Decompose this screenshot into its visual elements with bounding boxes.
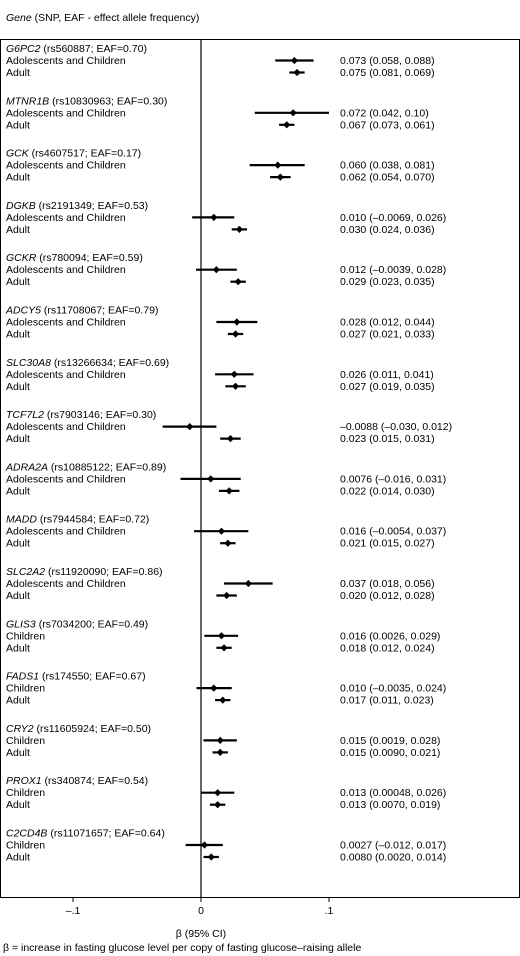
estimate-text: 0.073 (0.058, 0.088) — [340, 55, 435, 67]
forest-rows — [5, 43, 452, 864]
row-label: Children — [6, 682, 46, 695]
snp-info: (rs13266634; EAF=0.69) — [50, 356, 170, 369]
row-label: Adult — [6, 223, 30, 236]
gene-name: C2CD4B — [6, 827, 48, 840]
estimate-text: 0.010 (–0.0069, 0.026) — [340, 211, 447, 224]
gene-name: ADRA2A — [6, 461, 49, 474]
gene-title — [6, 43, 147, 55]
gene-group — [6, 723, 440, 759]
row-label: Children — [6, 734, 46, 747]
snp-info: (rs174550; EAF=0.67) — [39, 670, 146, 683]
gene-group — [6, 775, 446, 811]
snp-info: (rs340874; EAF=0.54) — [41, 775, 149, 788]
gene-title — [6, 671, 146, 683]
gene-group — [6, 95, 435, 131]
estimate-text: 0.016 (0.0026, 0.029) — [340, 630, 441, 643]
point-estimate-marker — [210, 685, 217, 692]
gene-name: GCK — [6, 147, 29, 160]
gene-group — [5, 305, 435, 341]
estimate-text: 0.015 (0.0090, 0.021) — [340, 746, 441, 759]
row-label: Adult — [6, 537, 30, 550]
point-estimate-marker — [219, 697, 226, 704]
row-label: Children — [6, 630, 46, 643]
snp-info: (rs11708067; EAF=0.79) — [41, 304, 159, 317]
point-estimate-marker — [218, 632, 225, 639]
point-estimate-marker — [208, 853, 215, 860]
point-estimate-marker — [291, 57, 298, 64]
snp-info: (rs2191349; EAF=0.53) — [35, 199, 149, 212]
row-label: Adult — [6, 694, 30, 707]
gene-title — [5, 305, 158, 317]
point-estimate-marker — [224, 540, 231, 547]
row-label: Adolescents and Children — [6, 211, 126, 224]
estimate-text: 0.022 (0.014, 0.030) — [340, 485, 435, 498]
point-estimate-marker — [186, 423, 193, 430]
estimate-text: 0.0080 (0.0020, 0.014) — [340, 851, 447, 864]
point-estimate-marker — [293, 69, 300, 76]
gene-title — [6, 409, 156, 421]
gene-name: ADCY5 — [6, 304, 42, 317]
estimate-text: 0.016 (–0.0054, 0.037) — [340, 525, 447, 538]
point-estimate-marker — [235, 278, 242, 285]
row-label: Children — [6, 839, 46, 852]
estimate-text: 0.029 (0.023, 0.035) — [340, 276, 435, 289]
row-label: Adolescents and Children — [6, 578, 126, 590]
footnote: β = increase in fasting glucose level per copy of fasting glucose–raising allele — [3, 942, 362, 954]
gene-title — [6, 514, 149, 526]
row-label: Adolescents and Children — [6, 316, 126, 329]
estimate-text: 0.013 (0.0070, 0.019) — [340, 799, 441, 812]
point-estimate-marker — [207, 475, 214, 482]
x-axis-label: β (95% CI) — [175, 928, 227, 940]
estimate-text: 0.026 (0.011, 0.041) — [340, 368, 434, 381]
gene-name: SLC30A8 — [6, 356, 51, 369]
estimate-text: 0.067 (0.073, 0.061) — [340, 119, 435, 132]
row-label: Adolescents and Children — [6, 421, 126, 434]
row-label: Adult — [6, 380, 30, 393]
gene-group — [6, 409, 452, 445]
row-label: Adolescents and Children — [6, 473, 126, 486]
point-estimate-marker — [232, 330, 239, 337]
row-label: Adolescents and Children — [6, 264, 126, 277]
snp-info: (rs10885122; EAF=0.89) — [48, 461, 167, 474]
gene-name: GCKR — [6, 252, 37, 265]
row-label: Adult — [6, 328, 30, 341]
estimate-text: 0.028 (0.012, 0.044) — [340, 316, 435, 329]
snp-info: (rs11920090; EAF=0.86) — [45, 566, 163, 578]
estimate-text: 0.013 (0.00048, 0.026) — [340, 787, 447, 800]
estimate-text: 0.017 (0.011, 0.023) — [340, 694, 434, 707]
row-label: Adolescents and Children — [6, 159, 126, 172]
gene-title — [6, 723, 151, 735]
estimate-text: –0.0088 (–0.030, 0.012) — [340, 421, 453, 434]
point-estimate-marker — [233, 318, 240, 325]
gene-group — [6, 566, 435, 602]
gene-title — [6, 95, 167, 107]
point-estimate-marker — [213, 266, 220, 273]
gene-name: TCF7L2 — [6, 409, 44, 422]
gene-group — [6, 200, 446, 236]
gene-group — [6, 828, 446, 864]
gene-group — [6, 43, 435, 79]
point-estimate-marker — [283, 121, 290, 128]
gene-title — [6, 252, 143, 264]
row-label: Adult — [6, 851, 30, 864]
row-label: Adolescents and Children — [6, 368, 126, 381]
snp-info: (rs7034200; EAF=0.49) — [35, 618, 149, 631]
point-estimate-marker — [223, 592, 230, 599]
point-estimate-marker — [214, 789, 221, 796]
point-estimate-marker — [231, 371, 238, 378]
header-label — [6, 12, 199, 24]
estimate-text: 0.075 (0.081, 0.069) — [340, 67, 435, 79]
gene-title — [5, 461, 166, 473]
row-label: Adult — [6, 746, 30, 759]
x-tick-label: .1 — [324, 905, 334, 917]
row-label: Adult — [6, 590, 30, 602]
estimate-text: 0.020 (0.012, 0.028) — [340, 590, 435, 602]
gene-group — [6, 252, 446, 288]
row-label: Adult — [6, 67, 30, 79]
point-estimate-marker — [274, 162, 281, 169]
point-estimate-marker — [201, 841, 208, 848]
gene-name: SLC2A2 — [6, 566, 46, 578]
snp-info: (rs7944584; EAF=0.72) — [36, 513, 150, 526]
point-estimate-marker — [277, 174, 284, 181]
gene-title — [6, 828, 165, 840]
point-estimate-marker — [214, 801, 221, 808]
snp-info: (rs11071657; EAF=0.64) — [47, 827, 165, 840]
gene-group — [5, 461, 446, 497]
estimate-text: 0.021 (0.015, 0.027) — [340, 537, 435, 550]
estimate-text: 0.0076 (–0.016, 0.031) — [340, 473, 447, 486]
header-gene: Gene — [6, 12, 32, 24]
gene-group — [6, 357, 435, 393]
row-label: Adolescents and Children — [6, 55, 126, 67]
point-estimate-marker — [232, 383, 239, 390]
point-estimate-marker — [226, 487, 233, 494]
gene-name: GLIS3 — [6, 618, 36, 631]
gene-title — [6, 200, 148, 212]
row-label: Adult — [6, 433, 30, 446]
snp-info: (rs10830963; EAF=0.30) — [49, 95, 168, 108]
row-label: Adult — [6, 799, 30, 812]
snp-info: (rs11605924; EAF=0.50) — [33, 722, 152, 735]
estimate-text: 0.023 (0.015, 0.031) — [340, 433, 435, 446]
gene-name: MTNR1B — [6, 95, 50, 108]
estimate-text: 0.030 (0.024, 0.036) — [340, 223, 435, 236]
gene-name: MADD — [6, 513, 37, 526]
point-estimate-marker — [236, 226, 243, 233]
row-label: Adult — [6, 119, 30, 132]
gene-title — [6, 357, 169, 369]
snp-info: (rs780094; EAF=0.59) — [36, 252, 143, 265]
estimate-text: 0.027 (0.019, 0.035) — [340, 380, 435, 393]
gene-name: G6PC2 — [6, 43, 41, 55]
gene-name: CRY2 — [6, 722, 34, 735]
gene-title — [6, 775, 148, 787]
row-label: Adult — [6, 642, 30, 655]
x-tick-label: –.1 — [65, 905, 81, 917]
x-tick-label: 0 — [198, 905, 204, 917]
point-estimate-marker — [220, 644, 227, 651]
row-label: Adult — [6, 171, 30, 184]
estimate-text: 0.060 (0.038, 0.081) — [340, 159, 435, 172]
row-label: Children — [6, 787, 46, 800]
gene-name: DGKB — [6, 199, 36, 212]
gene-group — [6, 148, 435, 184]
point-estimate-marker — [218, 528, 225, 535]
row-label: Adult — [6, 276, 30, 289]
point-estimate-marker — [210, 214, 217, 221]
point-estimate-marker — [227, 435, 234, 442]
row-label: Adolescents and Children — [6, 525, 126, 538]
estimate-text: 0.027 (0.021, 0.033) — [340, 328, 435, 341]
point-estimate-marker — [217, 737, 224, 744]
estimate-text: 0.072 (0.042, 0.10) — [340, 107, 429, 120]
row-label: Adult — [6, 485, 30, 498]
snp-info: (rs560887; EAF=0.70) — [40, 43, 147, 55]
point-estimate-marker — [245, 580, 252, 587]
gene-group — [6, 671, 446, 707]
point-estimate-marker — [290, 109, 297, 116]
estimate-text: 0.012 (–0.0039, 0.028) — [340, 264, 447, 277]
estimate-text: 0.037 (0.018, 0.056) — [340, 578, 435, 590]
gene-group — [6, 514, 446, 550]
gene-title — [6, 618, 148, 630]
header-rest: (SNP, EAF - effect allele frequency) — [31, 12, 200, 24]
gene-title — [6, 148, 141, 160]
row-label: Adolescents and Children — [6, 107, 126, 120]
snp-info: (rs4607517; EAF=0.17) — [28, 147, 142, 160]
point-estimate-marker — [217, 749, 224, 756]
gene-name: PROX1 — [6, 775, 42, 788]
estimate-text: 0.018 (0.012, 0.024) — [340, 642, 435, 655]
gene-name: FADS1 — [6, 670, 40, 683]
estimate-text: 0.010 (–0.0035, 0.024) — [340, 682, 447, 695]
estimate-text: 0.0027 (–0.012, 0.017) — [340, 839, 447, 852]
snp-info: (rs7903146; EAF=0.30) — [43, 409, 157, 422]
gene-group — [6, 618, 440, 654]
gene-title — [6, 566, 163, 578]
estimate-text: 0.015 (0.0019, 0.028) — [340, 734, 441, 747]
estimate-text: 0.062 (0.054, 0.070) — [340, 171, 435, 184]
